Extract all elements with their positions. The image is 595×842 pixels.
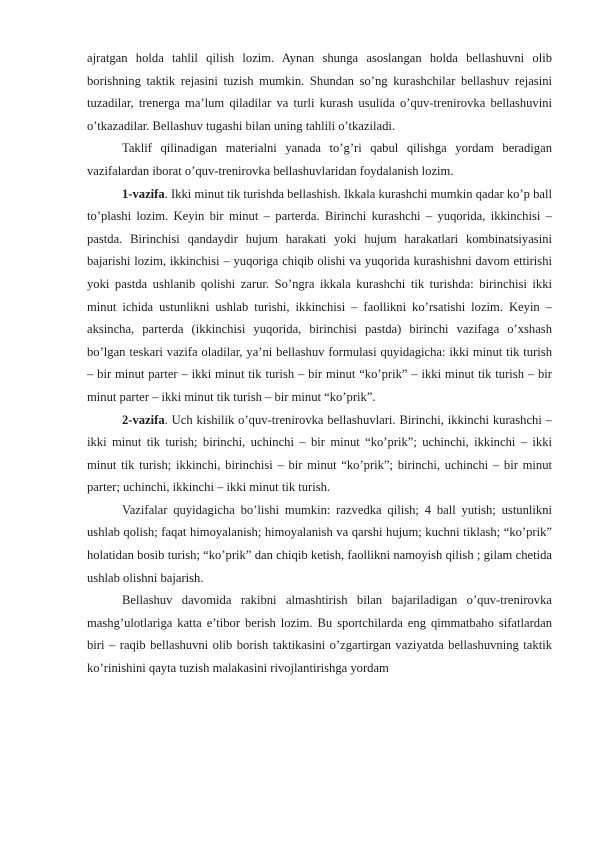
paragraph-text: . Ikki minut tik turishda bellashish. Ikkala kurashchi mumkin qadar ko’p ball to’plashi lozim. Keyin bir minut – parterda. Birinchi kurashchi – yuqorida, ikkinchisi – pastda. Birinchisi qandaydir hujum harakati yoki hujum harakatlari kombinatsiyasini bajarishi lozim, ikkinchisi – yuqoriga chiqib olishi va yuqorida kurashishni davom ettirishi yoki pastda ushlanib qolishi zarur. So’ngra ikkala kurashchi tik turishda: birinchisi ikki minut ichida ustunlikni ushlab turishi, ikkinchisi – faollikni ko’rsatishi lozim. Keyin – aksincha, parterda (ikkinchisi yuqorida, birinchisi pastda) birinchi vazifaga o’xshash bo’lgan teskari vazifa oladilar, ya’ni bellashuv formulasi quyidagicha: ikki minut tik turish – bir minut parter – ikki minut tik turish – bir minut “ko’prik” – ikki minut tik turish – bir minut parter – ikki minut tik turish – bir minut “ko’prik”. xyxy=(87,186,552,404)
document-page xyxy=(87,47,552,680)
paragraph-text: ajratgan holda tahlil qilish lozim. Aynan shunga asoslangan holda bellashuvni olib borishning taktik rejasini tuzish mumkin. Shundan so’ng kurashchilar bellashuv rejasini tuzadilar, trenerga ma’lum qiladilar va turli kurash usulida o’quv-trenirovka bellashuvini o’tkazadilar. Bellashuv tugashi bilan uning tahlili o’tkaziladi. xyxy=(87,51,552,133)
paragraph-task-2 xyxy=(87,409,552,499)
task-heading: 1-vazifa xyxy=(122,186,165,201)
paragraph-2 xyxy=(87,137,552,182)
paragraph-6 xyxy=(87,589,552,679)
paragraph-text: Vazifalar quyidagicha bo’lishi mumkin: razvedka qilish; 4 ball yutish; ustunlikni ushlab qolish; faqat himoyalanish; himoyalanish va qarshi hujum; kuchni tiklash; “ko’prik” holatidan bosib turish; “ko’prik” dan chiqib ketish, faollikni namoyish qilish ; gilam chetida ushlab olishni bajarish. xyxy=(87,502,552,585)
paragraph-5 xyxy=(87,499,552,589)
paragraph-task-1 xyxy=(87,183,552,409)
paragraph-text: . Uch kishilik o’quv-trenirovka bellashuvlari. Birinchi, ikkinchi kurashchi – ikki minut tik turish; birinchi, uchinchi – bir minut “ko’prik”; uchinchi, ikkinchi – ikki minut tik turish; ikkinchi, birinchisi – bir minut “ko’prik”; birinchi, uchinchi – bir minut parter; uchinchi, ikkinchi – ikki minut tik turish. xyxy=(87,412,552,495)
paragraph-text: Bellashuv davomida rakibni almashtirish bilan bajariladigan o’quv-trenirovka mashg’ulotlariga katta e’tibor berish lozim. Bu sportchilarda eng qimmatbaho sifatlardan biri – raqib bellashuvni olib borish taktikasini o’zgartirgan vaziyatda bellashuvning taktik ko’rinishini qayta tuzish malakasini rivojlantirishga yordam xyxy=(87,593,552,676)
task-heading: 2-vazifa xyxy=(122,412,165,427)
paragraph-1 xyxy=(87,47,552,137)
paragraph-text: Taklif qilinadigan materialni yanada to’g’ri qabul qilishga yordam beradigan vazifalardan iborat o’quv-trenirovka bellashuvlaridan foydalanish lozim. xyxy=(87,141,552,178)
